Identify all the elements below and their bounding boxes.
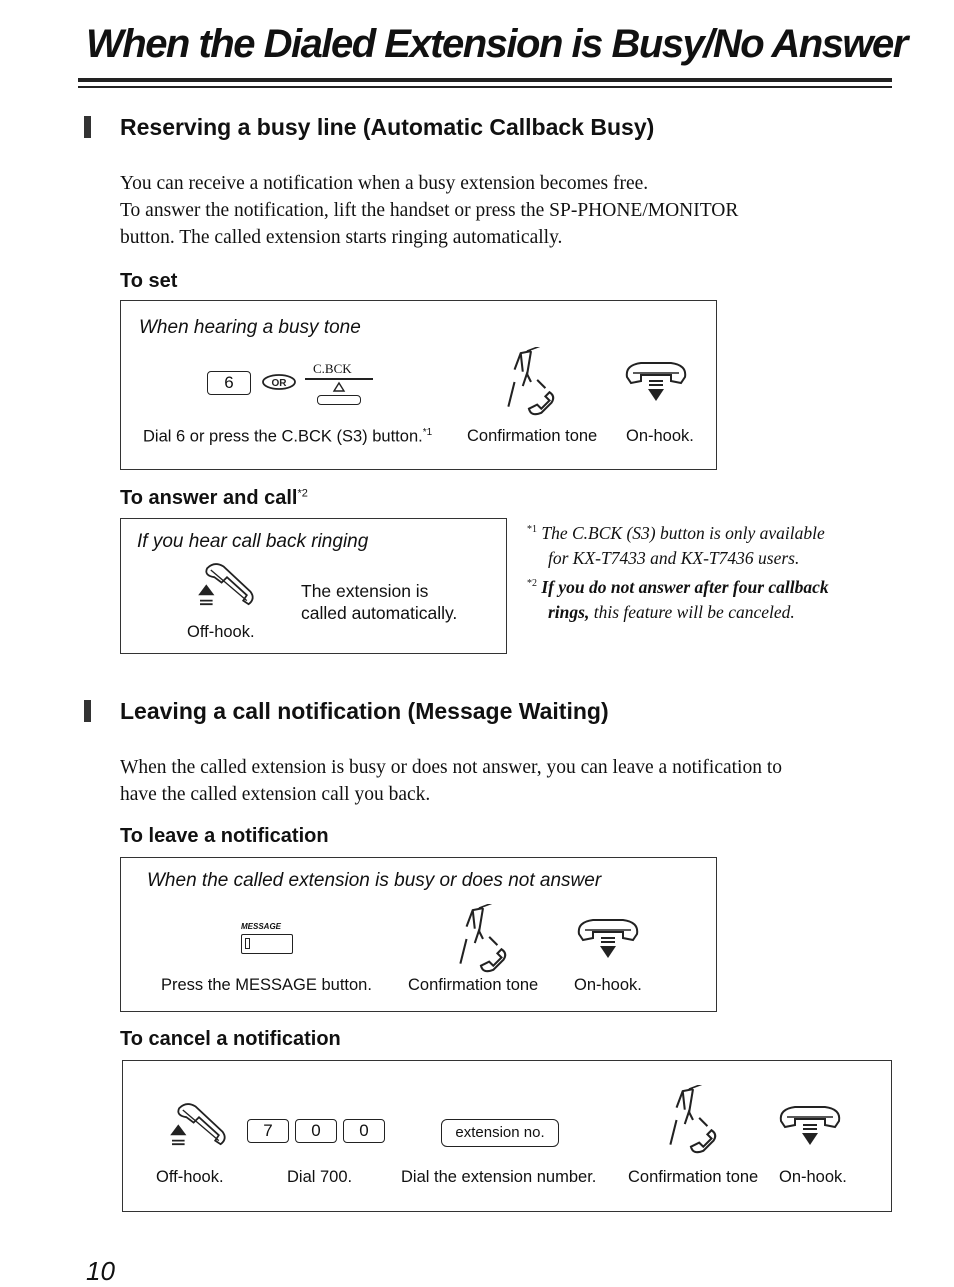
answer-desc-line: The extension is: [301, 581, 429, 601]
answer-desc-line: called automatically.: [301, 603, 458, 623]
caption-off-hook: Off-hook.: [156, 1168, 224, 1186]
procedure-box-answer: [120, 518, 507, 654]
condition-callback-ringing: If you hear call back ringing: [137, 531, 369, 552]
title-rule: [78, 78, 892, 82]
footnote-2-bold: If you do not answer after four callback: [541, 576, 829, 597]
intro-line: have the called extension call you back.: [120, 784, 431, 805]
caption-dial-6: [143, 427, 432, 447]
footnote-1-text-cont: for KX-T7433 and KX-T7436 users.: [548, 547, 800, 568]
caption-dial-text: Dial 6 or press the C.BCK (S3) button.: [143, 427, 423, 446]
intro-paragraph-message: [120, 754, 782, 808]
c-bck-label: C.BCK: [313, 361, 352, 376]
heading-to-answer: [120, 487, 308, 510]
footnote-2-mark: *2: [527, 577, 537, 589]
svg-text:OR: OR: [271, 378, 287, 389]
busy-square-icon: [84, 116, 91, 138]
heading-to-cancel: To cancel a notification: [120, 1028, 341, 1050]
section-title-callback: Reserving a busy line (Automatic Callback Busy): [120, 114, 655, 140]
or-icon: [261, 373, 297, 391]
caption-on-hook: On-hook.: [626, 427, 694, 445]
key-0[interactable]: 0: [295, 1119, 337, 1143]
on-hook-icon: [573, 916, 643, 962]
procedure-box-set: [120, 300, 717, 470]
intro-line: To answer the notification, lift the handset or press the SP-PHONE/MONITOR: [120, 200, 739, 221]
c-bck-button-icon[interactable]: [305, 357, 375, 407]
footnote-1: [527, 517, 907, 546]
confirmation-tone-icon: [499, 347, 563, 419]
footnotes: [527, 517, 907, 625]
intro-paragraph-callback: [120, 170, 738, 251]
answer-description: [301, 580, 457, 624]
extension-number-field[interactable]: extension no.: [441, 1119, 559, 1147]
key-6[interactable]: 6: [207, 371, 251, 395]
intro-line: When the called extension is busy or does not answer, you can leave a notification to: [120, 757, 783, 778]
caption-off-hook: Off-hook.: [187, 623, 255, 641]
key-7[interactable]: 7: [247, 1119, 289, 1143]
heading-to-set: To set: [120, 270, 178, 292]
footnote-1-text: The C.BCK (S3) button is only available: [541, 522, 825, 543]
footnote-1-mark: *1: [527, 524, 537, 535]
caption-confirmation-tone: Confirmation tone: [408, 976, 539, 994]
divider: [305, 378, 373, 380]
confirmation-tone-icon: [661, 1085, 725, 1157]
on-hook-icon: [775, 1103, 845, 1149]
footnote-ref-2: *2: [297, 487, 308, 500]
heading-to-answer-text: To answer and call: [120, 487, 298, 509]
page-title: When the Dialed Extension is Busy/No Answer: [86, 22, 907, 66]
footnote-2-cont: [527, 600, 907, 625]
confirmation-tone-icon: [451, 904, 515, 976]
caption-confirmation-tone: Confirmation tone: [628, 1168, 759, 1186]
off-hook-icon: [191, 559, 263, 617]
key-0[interactable]: 0: [343, 1119, 385, 1143]
intro-line: You can receive a notification when a busy extension becomes free.: [120, 173, 649, 194]
condition-busy-no-answer: When the called extension is busy or does not answer: [147, 870, 602, 891]
caption-on-hook: On-hook.: [779, 1168, 847, 1186]
procedure-box-cancel: [122, 1060, 892, 1212]
footnote-2: [527, 571, 907, 600]
footnote-2-rest: this feature will be canceled.: [589, 601, 795, 622]
off-hook-icon: [163, 1099, 235, 1157]
message-label: MESSAGE: [241, 922, 282, 931]
caption-dial-extension: Dial the extension number.: [401, 1168, 597, 1186]
message-lamp: [245, 938, 250, 949]
section-title-message-waiting: Leaving a call notification (Message Waiting): [120, 698, 609, 724]
procedure-box-leave: [120, 857, 717, 1012]
caption-on-hook: On-hook.: [574, 976, 642, 994]
title-rule-thin: [78, 86, 892, 88]
footnote-ref-1: *1: [422, 427, 433, 438]
caption-dial-700: Dial 700.: [287, 1168, 353, 1186]
heading-to-leave: To leave a notification: [120, 825, 329, 847]
on-hook-icon: [621, 359, 691, 405]
message-button-icon[interactable]: [241, 934, 293, 954]
triangle-icon: [333, 382, 345, 392]
busy-square-icon: [84, 700, 91, 722]
caption-press-message: Press the MESSAGE button.: [161, 976, 372, 994]
caption-confirmation-tone: Confirmation tone: [467, 427, 598, 445]
button-shape: [317, 395, 361, 405]
page-number: 10: [86, 1256, 115, 1286]
condition-busy-tone: When hearing a busy tone: [139, 317, 361, 338]
footnote-2-bold-cont: rings,: [548, 601, 590, 622]
intro-line: button. The called extension starts ringing automatically.: [120, 227, 563, 248]
